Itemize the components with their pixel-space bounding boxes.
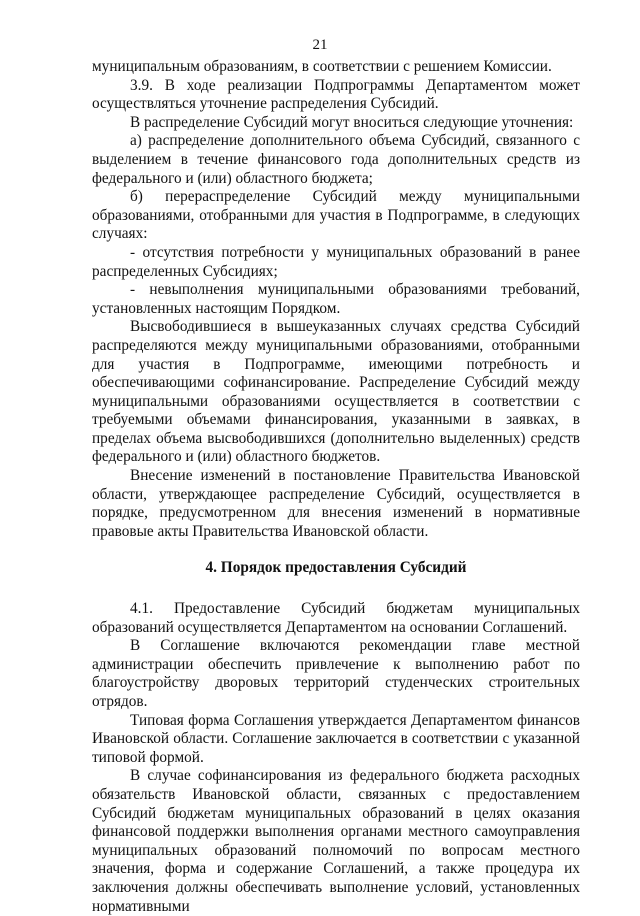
paragraph-refinements-intro: В распределение Субсидий могут вноситься следующие уточнения: [130, 113, 574, 131]
paragraph-continuation: муниципальным образованиям, в соответствии с решением Комиссии. [92, 58, 552, 75]
paragraph-agreement-recommendations: В Соглашение включаются рекомендации главе местной администрации обеспечить привлечение к выполнению работ по благоустройству дворовых территорий студенческих строительных отрядов. [92, 637, 580, 710]
document-body [92, 58, 580, 916]
page-number: 21 [312, 37, 328, 53]
paragraph-item-a: а) распределение дополнительного объема Субсидий, связанного с выделением в течение финансового года дополнительных средств из федерального и (или) областного бюджета; [92, 132, 580, 187]
paragraph-amendments: Внесение изменений в постановление Правительства Ивановской области, утверждающее распределение Субсидий, осуществляется в порядке, предусмотренном для внесения изменений в нормативные правовые акты Правительства Ивановской области. [92, 467, 580, 540]
section-heading: 4. Порядок предоставления Субсидий [205, 559, 467, 577]
paragraph-released-funds: Высвободившиеся в вышеуказанных случаях средства Субсидий распределяются между муниципальными образованиями, отобранными для участия в Подпрограмме, имеющими потребность и обеспечивающими софинансирование. Распределение Субсидий между муниципальными образованиями осуществляется в соответствии с требуемыми объемами финансирования, указанными в заявках, в пределах объема высвободившихся (дополнительно выделенных) средств федерального и (или) областного бюджетов. [92, 318, 580, 466]
paragraph-4-1: 4.1. Предоставление Субсидий бюджетам муниципальных образований осуществляется Департаментом на основании Соглашений. [92, 600, 580, 636]
paragraph-3-9: 3.9. В ходе реализации Подпрограммы Департаментом может осуществляться уточнение распределения Субсидий. [92, 76, 580, 113]
paragraph-dash-no-need: - отсутствия потребности у муниципальных образований в ранее распределенных Субсидиях; [92, 243, 580, 280]
paragraph-dash-non-compliance: - невыполнения муниципальными образованиями требований, установленных настоящим Порядком. [92, 281, 580, 317]
paragraph-federal-cofinancing: В случае софинансирования из федерального бюджета расходных обязательств Ивановской области, связанных с предоставлением Субсидий бюджетам муниципальных образований в целях оказания финансовой поддержки выполнения органами местного самоуправления муниципальных образований полномочий по вопросам местного значения, форма и содержание Соглашений, а также процедура их заключения должны обеспечивать выполнение условий, установленных нормативными [92, 767, 580, 915]
paragraph-standard-form: Типовая форма Соглашения утверждается Департаментом финансов Ивановской области. Соглашение заключается в соответствии с указанной типовой формой. [92, 711, 580, 766]
paragraph-item-b: б) перераспределение Субсидий между муниципальными образованиями, отобранными для участия в Подпрограмме, в следующих случаях: [92, 188, 580, 243]
